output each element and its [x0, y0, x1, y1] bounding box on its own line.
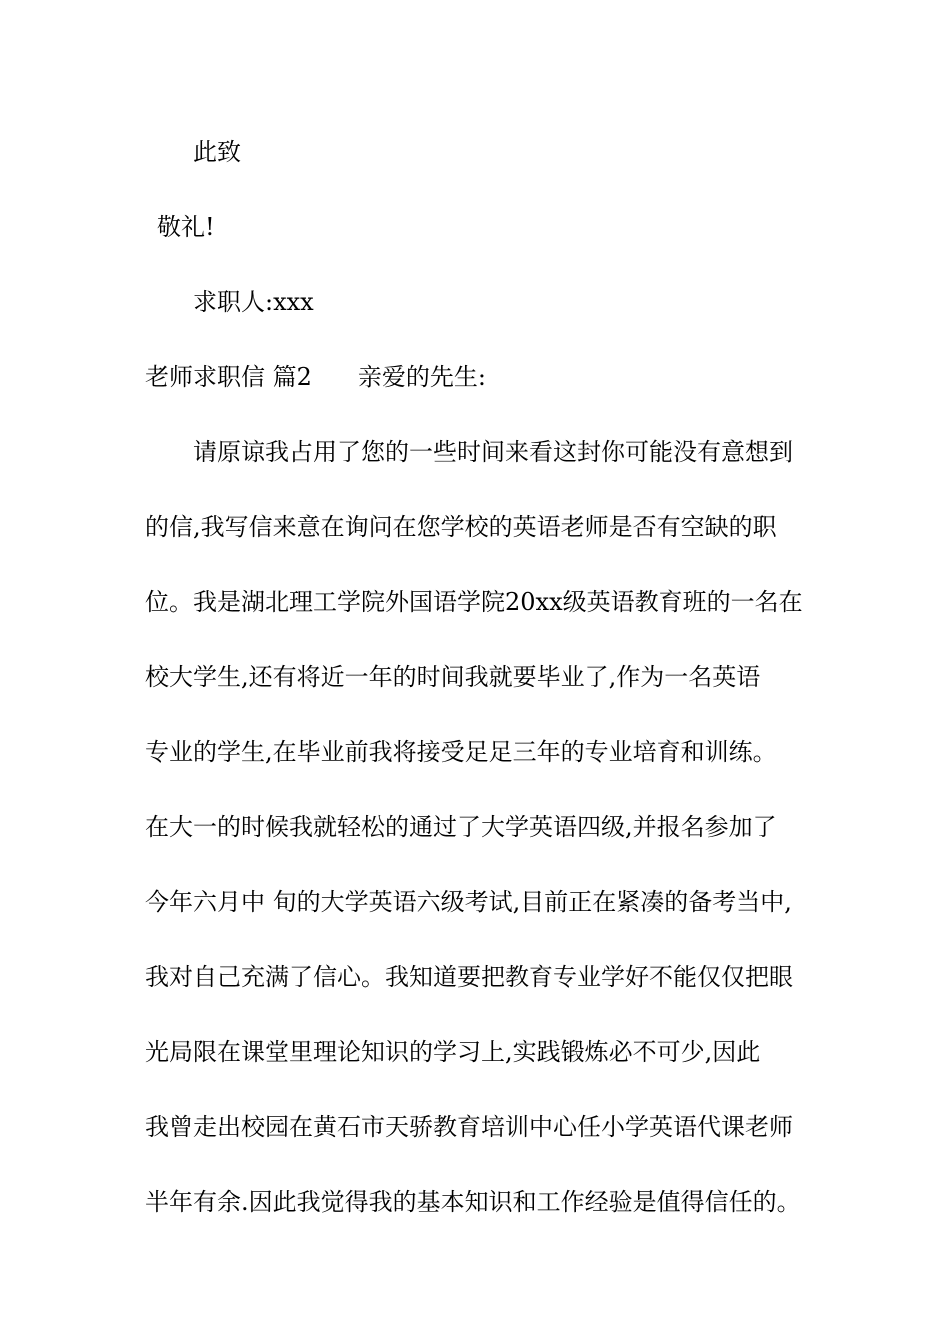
- body-line: 请原谅我占用了您的一些时间来看这封你可能没有意想到: [193, 438, 793, 466]
- applicant-line: 求职人:xxx: [193, 288, 314, 316]
- closing-ci-zhi: 此致: [193, 138, 241, 166]
- body-line: 的信,我写信来意在询问在您学校的英语老师是否有空缺的职: [145, 513, 777, 541]
- body-line: 专业的学生,在毕业前我将接受足足三年的专业培育和训练。: [145, 738, 777, 766]
- section-heading: 老师求职信 篇2: [145, 363, 312, 391]
- body-line: 位。我是湖北理工学院外国语学院20xx级英语教育班的一名在: [145, 588, 803, 616]
- salutation: 亲爱的先生:: [357, 363, 486, 391]
- section-heading-line: [145, 361, 825, 393]
- body-line: 光局限在课堂里理论知识的学习上,实践锻炼必不可少,因此: [145, 1038, 761, 1066]
- closing-jing-li: 敬礼!: [157, 213, 215, 241]
- body-line: 半年有余.因此我觉得我的基本知识和工作经验是值得信任的。: [145, 1188, 801, 1216]
- body-line: 我曾走出校园在黄石市天骄教育培训中心任小学英语代课老师: [145, 1113, 793, 1141]
- body-line: 校大学生,还有将近一年的时间我就要毕业了,作为一名英语: [145, 663, 761, 691]
- body-line: 今年六月中 旬的大学英语六级考试,目前正在紧凑的备考当中,: [145, 888, 792, 916]
- body-line: 我对自己充满了信心。我知道要把教育专业学好不能仅仅把眼: [145, 963, 793, 991]
- body-line: 在大一的时候我就轻松的通过了大学英语四级,并报名参加了: [145, 813, 777, 841]
